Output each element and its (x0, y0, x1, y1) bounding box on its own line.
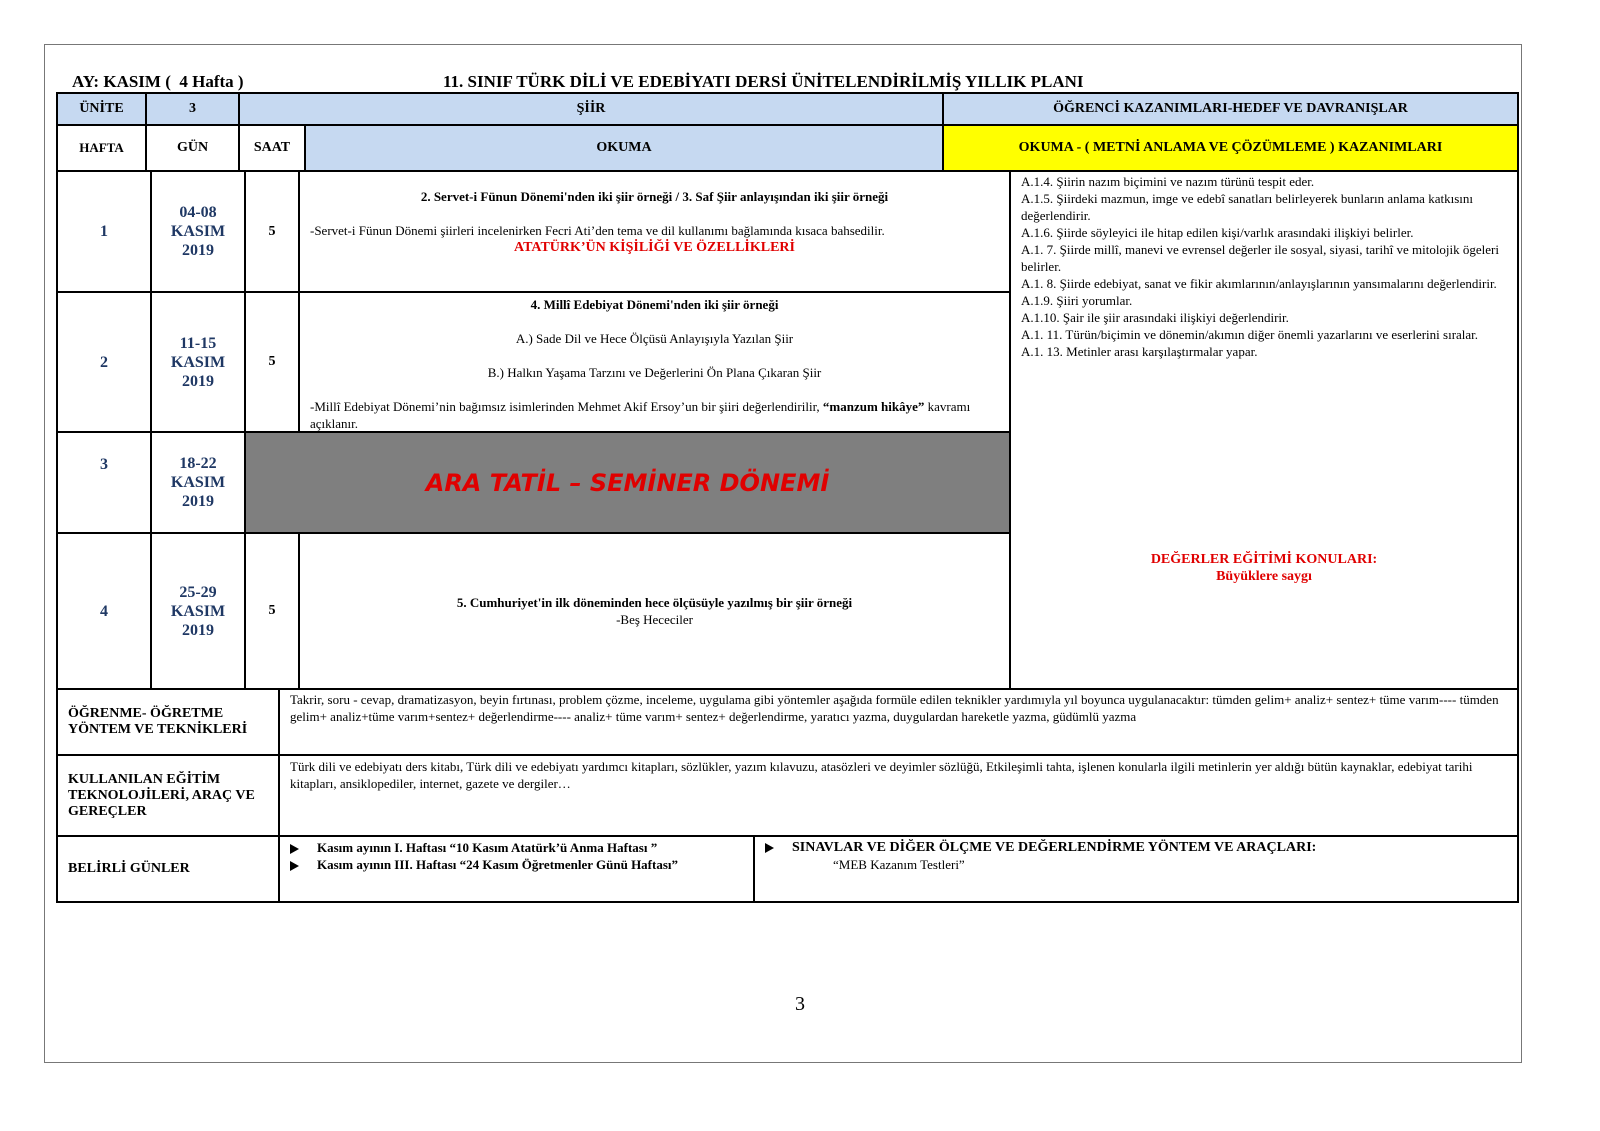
reading-col-header (304, 124, 944, 172)
week-col-header (56, 124, 147, 172)
outcomes-list (1021, 173, 1507, 360)
holiday-banner: ARA TATİL – SEMİNER DÖNEMİ (425, 468, 830, 497)
hours: 5 (268, 603, 276, 618)
special-day-text: Kasım ayının III. Haftası “24 Kasım Öğretmenler Günü Haftası” (317, 857, 679, 872)
outcome-item: A.1. 7. Şiirde millî, manevi ve evrensel değerler ile sosyal, siyasi, tarihî ve mitolojik ögeleri belirler. (1021, 242, 1499, 274)
week-number: 1 (100, 223, 108, 240)
week-2-item-b: B.) Halkın Yaşama Tarzını ve Değerlerini Ön Plana Çıkaran Şiir (487, 365, 822, 380)
week-4-topic: 5. Cumhuriyet'in ilk döneminden hece ölçüsüyle yazılmış bir şiir örneği (456, 595, 853, 610)
exams-label-text: SINAVLAR VE DİĞER ÖLÇME VE DEĞERLENDİRME YÖNTEM VE ARAÇLARI: (792, 840, 1317, 855)
week-2-note-tail: kavramı açıklanır. (310, 399, 971, 431)
unite-value: 3 (189, 101, 196, 116)
unit-name-cell (238, 92, 944, 126)
week-4-subtopic: -Beş Hececiler (616, 612, 693, 627)
hours: 5 (268, 354, 276, 369)
methods-label: ÖĞRENME- ÖĞRETME YÖNTEM VE TEKNİKLERİ (68, 706, 248, 737)
week-2-date-cell (150, 291, 246, 433)
outcome-item: A.1. 8. Şiirde edebiyat, sanat ve fikir akımlarının/anlayışlarının yansımalarını değerlendirir. (1021, 276, 1497, 291)
reading-col-label: OKUMA (596, 140, 652, 155)
date-month: KASIM (170, 223, 226, 240)
week-number: 4 (100, 602, 108, 620)
values-education-value: Büyüklere saygı (1216, 569, 1312, 584)
page-number: 3 (795, 993, 805, 1015)
week-2-item-a: A.) Sade Dil ve Hece Ölçüsü Anlayışıyla Yazılan Şiir (515, 331, 794, 346)
week-2-hours-cell (244, 291, 300, 433)
month-label: AY: KASIM ( 4 Hafta ) (72, 72, 244, 91)
week-1-highlight: ATATÜRK’ÜN KİŞİLİĞİ VE ÖZELLİKLERİ (514, 240, 795, 255)
days-list-cell (278, 835, 755, 903)
exams-label (765, 839, 1316, 856)
hour-col-header (238, 124, 306, 172)
day-col-header (145, 124, 240, 172)
week-4-hours-cell (244, 532, 300, 690)
week-4-number-cell (56, 532, 152, 690)
methods-text-cell (278, 688, 1519, 756)
date-range: 25-29 (179, 583, 217, 601)
date-year: 2019 (182, 621, 214, 639)
week-1-date-cell (150, 170, 246, 293)
week-2-note (310, 398, 999, 432)
week-4-date-cell (150, 532, 246, 690)
tech-label: KULLANILAN EĞİTİM TEKNOLOJİLERİ, ARAÇ VE GEREÇLER (68, 771, 255, 819)
outcomes-header-cell (942, 92, 1519, 126)
week-1-topic: 2. Servet-i Fünun Dönemi'nden iki şiir örneği / 3. Saf Şiir anlayışından iki şiir örneği (420, 189, 889, 204)
outcome-item: A.1. 13. Metinler arası karşılaştırmalar yapar. (1021, 344, 1258, 359)
week-2-topic: 4. Millî Edebiyat Dönemi'nden iki şiir örneği (530, 297, 779, 312)
date-month: KASIM (170, 474, 226, 491)
date-month: KASIM (170, 602, 226, 620)
unite-label-cell (56, 92, 147, 126)
unit-name: ŞİİR (576, 101, 606, 116)
date-range: 11-15 (179, 334, 217, 352)
outcomes-col-header (942, 124, 1519, 172)
outcome-item: A.1.4. Şiirin nazım biçimini ve nazım türünü tespit eder. (1021, 174, 1315, 189)
days-label: BELİRLİ GÜNLER (68, 861, 190, 876)
week-3-number-cell (56, 431, 152, 534)
outcomes-col-label: OKUMA - ( METNİ ANLAMA VE ÇÖZÜMLEME ) KAZANIMLARI (1018, 140, 1443, 155)
week-number: 3 (100, 456, 108, 473)
week-1-content-cell (298, 170, 1011, 293)
special-day-text: Kasım ayının I. Haftası “10 Kasım Atatürk’ü Anma Haftası ” (317, 840, 658, 855)
week-3-date-cell (150, 431, 246, 534)
exams-value: “MEB Kazanım Testleri” (833, 857, 965, 872)
week-col-label: HAFTA (79, 140, 124, 155)
methods-text: Takrir, soru - cevap, dramatizasyon, beyin fırtınası, problem çözme, inceleme, uygulama gibi yöntemler aşağıda formüle edilen teknikler yardımıyla yıl boyunca uygulanacaktır: tümden gelim+ analiz+ sentez+ tüme varım---- tümden gelim+ analiz+tüme varım+sentez+ değerlendirme---- analiz+ tüme varım+ sentez+ değerlendirme, yaratıcı yazma, duygulardan hareketle yazma, güdümlü yazma (290, 692, 1499, 724)
week-2-note-bold: “manzum hikâye” (822, 399, 925, 414)
date-range: 04-08 (179, 204, 217, 221)
week-2-content-cell (298, 291, 1011, 433)
tech-label-cell (56, 754, 280, 837)
outcomes-cell (1009, 170, 1519, 690)
special-day-item (290, 839, 657, 856)
outcome-item: A.1.10. Şair ile şiir arasındaki ilişkiyi değerlendirir. (1021, 310, 1289, 325)
outcome-item: A.1. 11. Türün/biçimin ve dönemin/akımın diğer önemli yazarlarını ve eserlerini sıralar. (1021, 327, 1479, 342)
week-1-number-cell (56, 170, 152, 293)
outcome-item: A.1.5. Şiirdeki mazmun, imge ve edebî sanatları belirleyerek bunların anlama katkısını değerlendirir. (1021, 191, 1473, 223)
week-2-number-cell (56, 291, 152, 433)
hour-col-label: SAAT (253, 140, 291, 155)
page-title: 11. SINIF TÜRK DİLİ VE EDEBİYATI DERSİ ÜNİTELENDİRİLMİŞ YILLIK PLANI (443, 72, 1084, 91)
values-education-title: DEĞERLER EĞİTİMİ KONULARI: (1150, 552, 1378, 567)
week-number: 2 (100, 353, 108, 371)
date-month: KASIM (170, 353, 226, 371)
day-col-label: GÜN (176, 140, 209, 155)
days-label-cell (56, 835, 280, 903)
outcome-item: A.1.6. Şiirde söyleyici ile hitap edilen kişi/varlık arasındaki ilişkiyi belirler. (1021, 225, 1414, 240)
outcome-item: A.1.9. Şiiri yorumlar. (1021, 293, 1133, 308)
exams-cell (753, 835, 1519, 903)
date-year: 2019 (182, 493, 214, 510)
bullet-arrow-icon (290, 861, 299, 871)
tech-text: Türk dili ve edebiyatı ders kitabı, Türk dili ve edebiyatı yardımcı kitapları, sözlükler, yazım kılavuzu, atasözleri ve deyimler sözlüğü, Etkileşimli tahta, işlenen konularla ilgili metinlerin yer aldığı bütün kaynaklar, edebiyat tarihi kitapları, ansiklopediler, internet, gazete ve dergiler… (290, 759, 1473, 791)
date-year: 2019 (182, 372, 214, 390)
week-1-note: -Servet-i Fünun Dönemi şiirleri incelenirken Fecri Ati’den tema ve dil kullanımı bağlamında kısaca bahsedilir. (310, 223, 885, 238)
methods-label-cell (56, 688, 280, 756)
week-4-content-cell (298, 532, 1011, 690)
special-day-item (290, 856, 678, 873)
hours: 5 (268, 223, 276, 239)
date-range: 18-22 (179, 455, 217, 472)
values-education (1011, 551, 1517, 585)
date-year: 2019 (182, 242, 214, 259)
outcomes-header: ÖĞRENCİ KAZANIMLARI-HEDEF VE DAVRANIŞLAR (1053, 101, 1408, 116)
bullet-arrow-icon (290, 844, 299, 854)
tech-text-cell (278, 754, 1519, 837)
week-2-note-text: -Millî Edebiyat Dönemi’nin bağımsız isimlerinden Mehmet Akif Ersoy’un bir şiiri değerlendirilir, (310, 399, 820, 414)
holiday-banner-cell (244, 431, 1011, 534)
week-1-hours-cell (244, 170, 300, 293)
unite-value-cell (145, 92, 240, 126)
bullet-arrow-icon (765, 843, 774, 853)
unite-label: ÜNİTE (79, 101, 124, 116)
